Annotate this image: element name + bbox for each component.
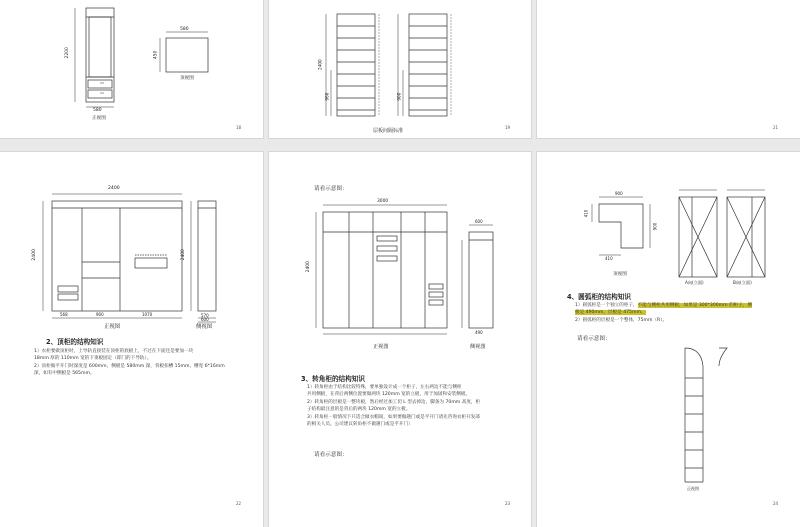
- height-dim: 2400: [31, 249, 37, 261]
- page-number: 18: [236, 125, 242, 130]
- diagram-outro-label: 请看示意图：: [577, 336, 611, 342]
- height-dim: 2400: [305, 261, 311, 273]
- segment-dim-1: 568: [60, 312, 68, 317]
- side-depth-dim: 490: [475, 330, 483, 335]
- paragraph-line: 2）顶柜做平开门时深度是 600mm，侧板是 580mm 深，背板扣槽 15mm，槽宽 6*16mm: [34, 363, 225, 369]
- diagram-intro-label: 请看示意图：: [314, 186, 348, 192]
- side-width-dim: 600: [475, 219, 483, 224]
- front-view-label: 正视图: [104, 324, 121, 330]
- paragraph-line: 2）转角柜的层板是一整块板，然后经过加工切 L 型去掉边，脚条为 70mm 高度，柜: [307, 399, 481, 405]
- width-dim: 3000: [377, 199, 389, 204]
- front-view-label: 正视图: [373, 344, 389, 350]
- paragraph-line: 1）衣柜要做顶柜时，上导轨直接装在顶柜的底板上，不过在下面还是要加一块: [34, 349, 194, 354]
- paragraph-line: 的相关人员。公司建议转角柜不做趟门或是平开门）: [307, 422, 413, 428]
- width-dim: 2400: [108, 186, 120, 191]
- section-body: [307, 384, 522, 428]
- side-height-dim: 2400: [180, 249, 186, 261]
- paragraph-line: 1）转角柜由于结构比较特殊，要单独设计成一个柜子，左右两边不能与侧柜: [307, 385, 462, 390]
- document-page-5: [269, 152, 531, 527]
- lower-height-dim: 960: [324, 92, 330, 101]
- side-view-label: 正视图: [687, 486, 699, 491]
- paragraph-line: 18mm 厚的 110mm 宽的下垂板固定（即门的下导轨）。: [34, 356, 152, 362]
- paragraph-line: 共用侧板，在背后两侧位置要做两块 120mm 宽的立板，用于加固和安装侧板。: [307, 392, 471, 398]
- page-number: 22: [236, 501, 242, 506]
- paragraph-line: 子结构最注意的是背后的两块 120mm 宽的立板。: [307, 407, 411, 413]
- paragraph-line: [575, 309, 795, 316]
- side-width-dim: 600: [201, 317, 209, 322]
- right-depth-dim: 900: [652, 222, 658, 231]
- segment-dim-2: 900: [96, 312, 104, 317]
- section-heading: 3、转角柜的结构知识: [301, 375, 365, 383]
- elevation-a-label: A向(立面): [685, 280, 704, 285]
- figure-caption: 层板间隔标准: [373, 128, 404, 134]
- document-page-3: [537, 0, 800, 138]
- top-cabinet-front-drawing: [0, 152, 263, 352]
- top-view-label: 顶视图: [180, 76, 194, 81]
- lower-height-dim-2: 900: [396, 92, 402, 101]
- page-number: 21: [773, 125, 779, 130]
- side-view-label: 侧视图: [196, 324, 213, 330]
- section-heading: 2、顶柜的结构知识: [46, 338, 104, 346]
- front-width-dim: 580: [93, 108, 102, 113]
- side-depth-dim: 570: [201, 313, 209, 318]
- highlighted-text: 不能与侧柜共用侧板，如果是 300*300mm 的柜子，侧: [637, 303, 753, 308]
- total-height-dim: 2400: [317, 59, 323, 70]
- document-page-6: [537, 152, 800, 527]
- front-height-dim: 2200: [64, 47, 70, 59]
- plain-text: 1）圆弧柜是一个独立的柜子，: [575, 303, 638, 308]
- paragraph-line: 深，如有中侧板是 565mm。: [34, 371, 95, 377]
- corner-cabinet-drawing: [269, 152, 531, 352]
- page-number: 24: [773, 501, 779, 506]
- paragraph-line: [575, 317, 795, 324]
- document-page-1: [0, 0, 263, 138]
- section-body: [575, 302, 795, 324]
- wardrobe-front-drawing: [0, 0, 263, 138]
- paragraph-line: 3）转角柜一般情况下只适合做衣帽间，如果要做趟门或是平开门请先咨询衣柜开发部: [307, 414, 480, 420]
- page-number: 19: [505, 125, 511, 130]
- section-heading: 4、圆弧柜的结构知识: [567, 293, 631, 301]
- side-view-label: 侧视图: [470, 344, 486, 350]
- elevation-b-label: B向(立面): [733, 280, 752, 285]
- bottom-width-dim: 410: [605, 256, 613, 261]
- top-width-dim: 580: [180, 27, 189, 32]
- paragraph-line: [575, 302, 795, 309]
- top-view-label: 顶视图: [613, 272, 627, 277]
- top-width-dim: 900: [615, 191, 623, 196]
- highlighted-text: 板是 490mm，层板是 475mm。: [575, 310, 646, 316]
- top-depth-dim: 450: [153, 50, 159, 60]
- plain-text: 2）圆弧柜的层板是一个整体，75mm（R）。: [575, 317, 668, 323]
- segment-dim-3: 1070: [142, 312, 153, 317]
- document-page-2: [269, 0, 531, 138]
- shelf-spacing-drawing: [269, 0, 531, 138]
- page-number: 23: [505, 501, 511, 506]
- document-page-4: [0, 152, 263, 527]
- section-body: [34, 348, 254, 378]
- diagram-outro-label: 请看示意图：: [314, 452, 348, 458]
- top-depth-dim: 410: [583, 209, 589, 218]
- front-view-label: 正视图: [92, 116, 106, 121]
